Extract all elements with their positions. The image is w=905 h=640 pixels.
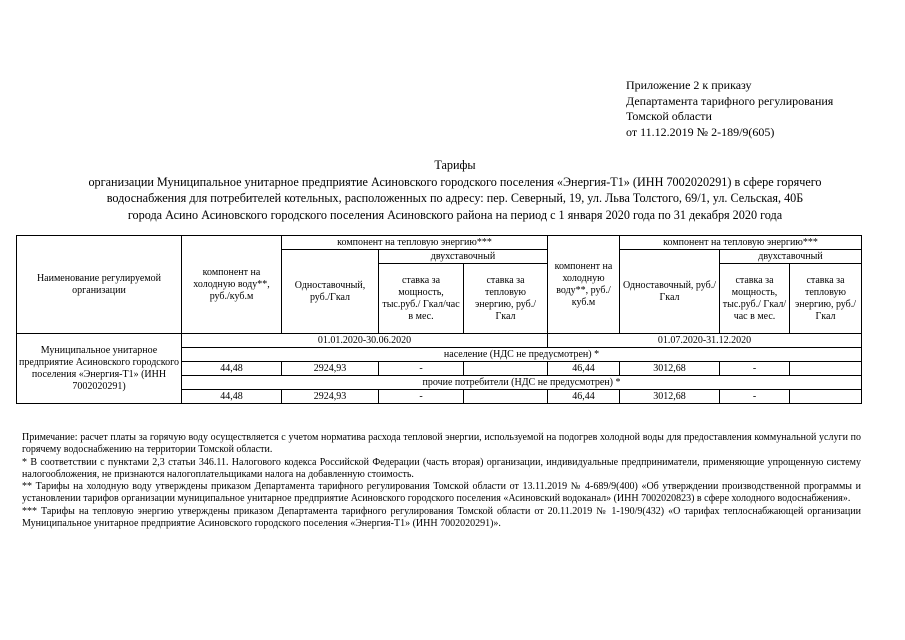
cell-energy-rate: [790, 390, 862, 404]
period-2: 01.07.2020-31.12.2020: [548, 334, 862, 348]
header-two-rate-2: двухставочный: [720, 250, 862, 264]
title-line-1: организации Муниципальное унитарное предприятие Асиновского городского поселения «Энергия-Т1» (ИНН 7002020291) в сфере горячего: [88, 174, 822, 189]
header-two-rate-1: двухставочный: [379, 250, 548, 264]
cell-cold-water: 44,48: [182, 390, 282, 404]
appendix-block: [626, 78, 833, 140]
tariff-table: [16, 235, 862, 404]
cell-single-rate: 2924,93: [282, 362, 379, 376]
cell-cold-water: 44,48: [182, 362, 282, 376]
cell-energy-rate: [464, 390, 548, 404]
note-remark: Примечание: расчет платы за горячую воду осуществляется с учетом норматива расхода тепловой энергии, используемой на подогрев холодной воды для предоставления коммунальной услуги по горячему водоснабжению на территории Томской области.: [22, 432, 861, 456]
cell-capacity-rate: -: [379, 390, 464, 404]
header-single-rate-2: Одноставочный, руб./Гкал: [620, 250, 720, 334]
cell-cold-water: 46,44: [548, 362, 620, 376]
header-org-name: Наименование регулируемой организации: [17, 236, 182, 334]
cell-single-rate: 3012,68: [620, 390, 720, 404]
header-heat-component-2: компонент на тепловую энергию***: [620, 236, 862, 250]
title-line-3: города Асино Асиновского городского поселения Асиновского района на период с 1 января 2020 года по 31 декабря 2020 года: [127, 207, 783, 222]
header-capacity-rate-1: ставка за мощность, тыс.руб./ Гкал/час в мес.: [379, 264, 464, 334]
note-cold-water: ** Тарифы на холодную воду утверждены приказом Департамента тарифного регулирования Томской области от 13.11.2019 № 4-689/9(400) «Об утверждении производственной программы и установлении тарифов организации муниципальное унитарное предприятие Асиновского городского поселения «Асиновский водоканал» (ИНН 7002020823) в сфере холодного водоснабжения».: [22, 481, 861, 505]
title-line-2: водоснабжения для потребителей котельных, расположенных по адресу: пер. Северный, 19, ул. Льва Толстого, 69/1, ул. Сельская, 40Б: [106, 191, 804, 205]
header-energy-rate-2: ставка за тепловую энергию, руб./Гкал: [790, 264, 862, 334]
header-heat-component-1: компонент на тепловую энергию***: [282, 236, 548, 250]
org-name-cell: Муниципальное унитарное предприятие Асиновского городского поселения «Энергия-Т1» (ИНН 7002020291): [17, 334, 182, 404]
cell-single-rate: 3012,68: [620, 362, 720, 376]
note-heat-energy: *** Тарифы на тепловую энергию утверждены приказом Департамента тарифного регулирования Томской области от 20.11.2019 № 1-190/9(432) «О тарифах теплоснабжающей организации Муниципальное унитарное предприятие Асиновского городского поселения «Энергия-Т1» (ИНН 7002020291)».: [22, 505, 861, 530]
document-title: [20, 157, 890, 223]
group-population: население (НДС не предусмотрен) *: [182, 348, 862, 362]
cell-capacity-rate: -: [720, 390, 790, 404]
appendix-line-3: Томской области: [626, 109, 712, 123]
title-heading: Тарифы: [434, 158, 476, 172]
notes-block: [22, 432, 861, 530]
cell-cold-water: 46,44: [548, 390, 620, 404]
cell-energy-rate: [790, 362, 862, 376]
header-single-rate-1: Одноставочный, руб./Гкал: [282, 250, 379, 334]
header-cold-water-2: компонент на холодную воду**, руб./куб.м: [548, 236, 620, 334]
note-vat: * В соответствии с пунктами 2,3 статьи 346.11. Налогового кодекса Российской Федерации (часть вторая) организации, индивидуальные предприниматели, применяющие упрощенную систему налогообложения, не признаются налогоплательщиками налога на добавленную стоимость.: [22, 456, 861, 480]
cell-capacity-rate: -: [379, 362, 464, 376]
appendix-line-4: от 11.12.2019 № 2-189/9(605): [626, 124, 775, 139]
cell-single-rate: 2924,93: [282, 390, 379, 404]
cell-energy-rate: [464, 362, 548, 376]
header-energy-rate-1: ставка за тепловую энергию, руб./Гкал: [464, 264, 548, 334]
header-cold-water-1: компонент на холодную воду**, руб./куб.м: [182, 236, 282, 334]
appendix-line-2: Департамента тарифного регулирования: [626, 93, 834, 108]
group-other-consumers: прочие потребители (НДС не предусмотрен) *: [182, 376, 862, 390]
header-capacity-rate-2: ставка за мощность, тыс.руб./ Гкал/час в мес.: [720, 264, 790, 334]
period-1: 01.01.2020-30.06.2020: [182, 334, 548, 348]
appendix-line-1: Приложение 2 к приказу: [626, 78, 752, 92]
cell-capacity-rate: -: [720, 362, 790, 376]
